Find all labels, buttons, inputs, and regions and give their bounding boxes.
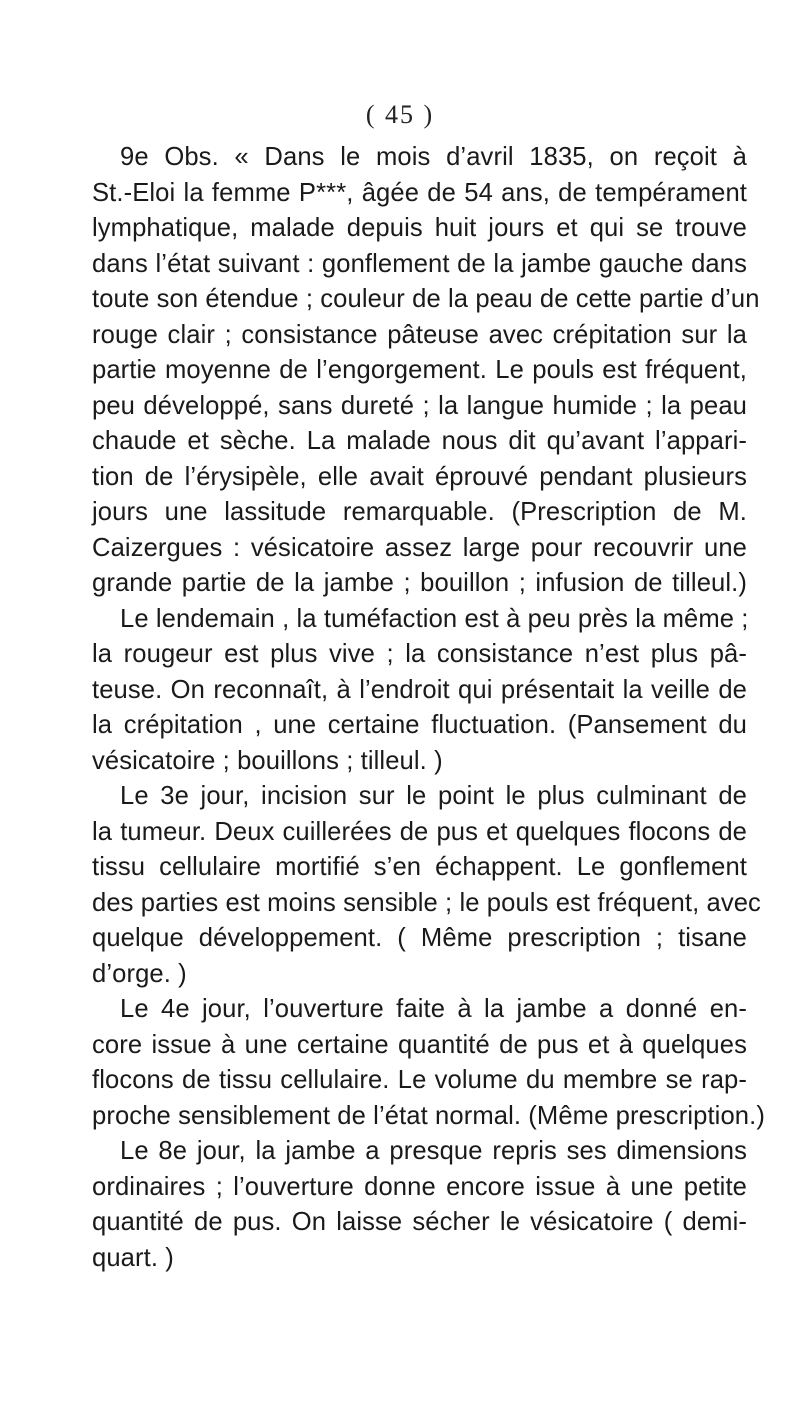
text-line: jours une lassitude remarquable. (Prescription de M.	[92, 498, 747, 526]
text-line: Le 3e jour, incision sur le point le plus culminant de	[120, 782, 747, 810]
text-line: quantité de pus. On laisse sécher le vésicatoire ( demi-	[92, 1208, 747, 1236]
text-line: tissu cellulaire mortifié s’en échappent. Le gonflement	[92, 853, 747, 881]
text-line: grande partie de la jambe ; bouillon ; infusion de tilleul.)	[92, 569, 747, 597]
text-line: St.-Eloi la femme P***, âgée de 54 ans, de tempérament	[92, 178, 747, 207]
text-line: Le 8e jour, la jambe a presque repris ses dimensions	[120, 1137, 747, 1165]
text-line: chaude et sèche. La malade nous dit qu’avant l’appari-	[92, 427, 747, 455]
observation-text	[92, 140, 765, 1276]
text-line: Le 4e jour, l’ouverture faite à la jambe a donné en-	[120, 995, 747, 1023]
text-line: proche sensiblement de l’état normal. (Même prescription.)	[92, 1101, 765, 1130]
text-line: core issue à une certaine quantité de pus et à quelques	[92, 1030, 747, 1059]
text-line: 9e Obs. « Dans le mois d’avril 1835, on reçoit à	[120, 143, 747, 171]
text-line: flocons de tissu cellulaire. Le volume du membre se rap-	[92, 1066, 747, 1094]
text-line: des parties est moins sensible ; le pouls est fréquent, avec	[92, 888, 761, 917]
text-line: la crépitation , une certaine fluctuation. (Pansement du	[92, 711, 747, 739]
text-line: dans l’état suivant : gonflement de la jambe gauche dans	[92, 249, 747, 278]
text-line: la tumeur. Deux cuillerées de pus et quelques flocons de	[92, 817, 747, 846]
text-line: ordinaires ; l’ouverture donne encore issue à une petite	[92, 1172, 747, 1201]
text-line: toute son étendue ; couleur de la peau de cette partie d’un	[92, 285, 760, 313]
text-line: d’orge. )	[92, 959, 187, 988]
text-line: Le lendemain , la tuméfaction est à peu près la même ;	[120, 604, 749, 633]
text-line: lymphatique, malade depuis huit jours et qui se trouve	[92, 214, 747, 242]
text-line: quart. )	[92, 1243, 174, 1272]
text-line: la rougeur est plus vive ; la consistance n’est plus pâ-	[92, 640, 747, 668]
text-line: teuse. On reconnaît, à l’endroit qui présentait la veille de	[92, 675, 747, 704]
page-number: ( 45 )	[365, 100, 435, 129]
text-line: Caizergues : vésicatoire assez large pour recouvrir une	[92, 533, 747, 562]
text-line: vésicatoire ; bouillons ; tilleul. )	[92, 746, 443, 775]
text-line: rouge clair ; consistance pâteuse avec crépitation sur la	[92, 320, 747, 349]
text-line: quelque développement. ( Même prescription ; tisane	[92, 924, 747, 952]
text-line: tion de l’érysipèle, elle avait éprouvé pendant plusieurs	[92, 462, 747, 491]
text-line: partie moyenne de l’engorgement. Le pouls est fréquent,	[92, 356, 747, 384]
text-line: peu développé, sans dureté ; la langue humide ; la peau	[92, 391, 747, 420]
